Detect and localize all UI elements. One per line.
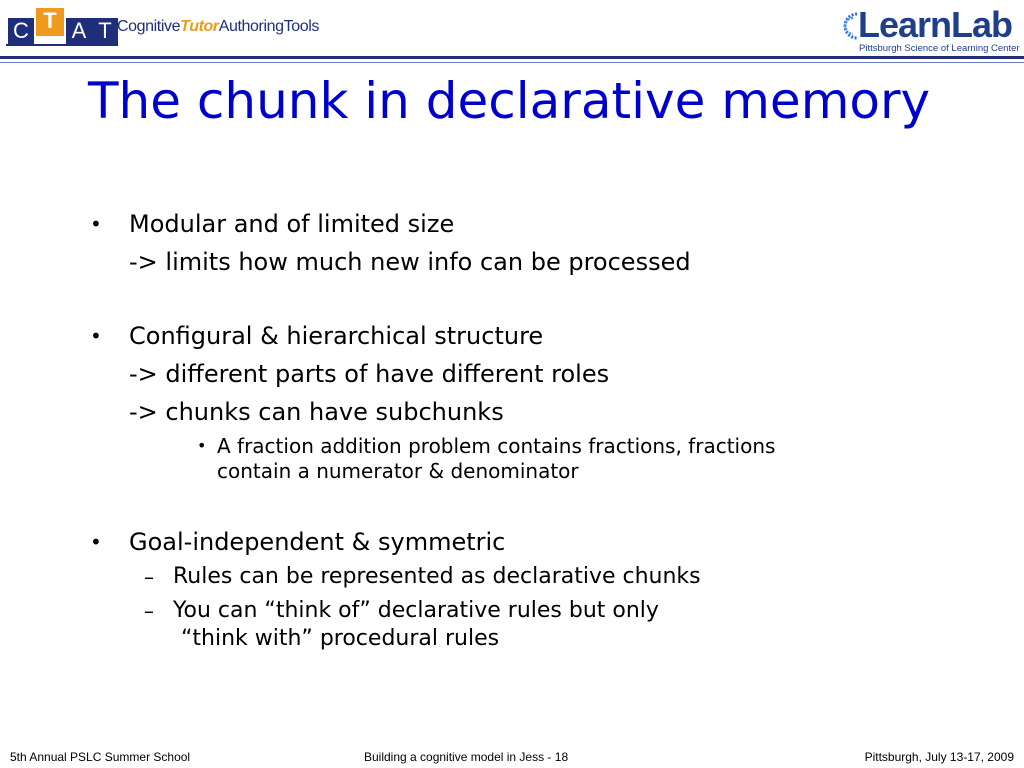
ctat-underline xyxy=(6,44,118,46)
ctat-letter-a: A xyxy=(66,18,92,44)
wordmark-prefix: Cognitive xyxy=(117,18,181,35)
header-divider xyxy=(0,56,1024,59)
wordmark-suffix: AuthoringTools xyxy=(218,18,319,35)
bullet-marker: • xyxy=(90,530,102,554)
point-3-dash-2-line-2: “think with” procedural rules xyxy=(181,626,500,651)
point-2-detail-2: -> chunks can have subchunks xyxy=(129,398,504,426)
point-1-detail-1: -> limits how much new info can be processed xyxy=(129,248,691,276)
ctat-letter-c: C xyxy=(8,18,34,44)
point-2-sub-bullet-line-2: contain a numerator & denominator xyxy=(217,459,579,483)
learnlab-logo xyxy=(836,4,1018,56)
sub-bullet-marker: • xyxy=(197,436,207,455)
footer-right: Pittsburgh, July 13-17, 2009 xyxy=(864,750,1014,764)
dash-marker: – xyxy=(144,599,154,623)
point-2-detail-1: -> different parts of have different roles xyxy=(129,360,610,388)
point-2-text: Configural & hierarchical structure xyxy=(129,322,544,350)
footer-left: 5th Annual PSLC Summer School xyxy=(10,750,191,764)
point-3-dash-1: Rules can be represented as declarative chunks xyxy=(173,564,701,589)
learnlab-name: LearnLab xyxy=(858,4,1013,45)
bullet-marker: • xyxy=(90,324,102,348)
header-divider-thin xyxy=(0,62,1024,63)
point-3-dash-2-line-1: You can “think of” declarative rules but only xyxy=(173,598,659,623)
learnlab-subtitle: Pittsburgh Science of Learning Center xyxy=(859,43,1020,54)
wordmark-highlight: Tutor xyxy=(180,18,219,35)
dash-marker: – xyxy=(144,565,154,589)
bullet-marker: • xyxy=(90,212,102,236)
point-1-text: Modular and of limited size xyxy=(129,210,455,238)
cognitive-tutor-authoring-tools-wordmark xyxy=(117,18,319,36)
ctat-letter-t: T xyxy=(36,8,64,36)
point-3-text: Goal-independent & symmetric xyxy=(129,528,506,556)
point-2-sub-bullet-line-1: A fraction addition problem contains fractions, fractions xyxy=(217,434,776,458)
learnlab-swirl-icon xyxy=(838,10,860,42)
slide-title: The chunk in declarative memory xyxy=(88,72,931,130)
ctat-letter-t2: T xyxy=(92,18,118,44)
footer-center: Building a cognitive model in Jess - 18 xyxy=(364,750,569,764)
